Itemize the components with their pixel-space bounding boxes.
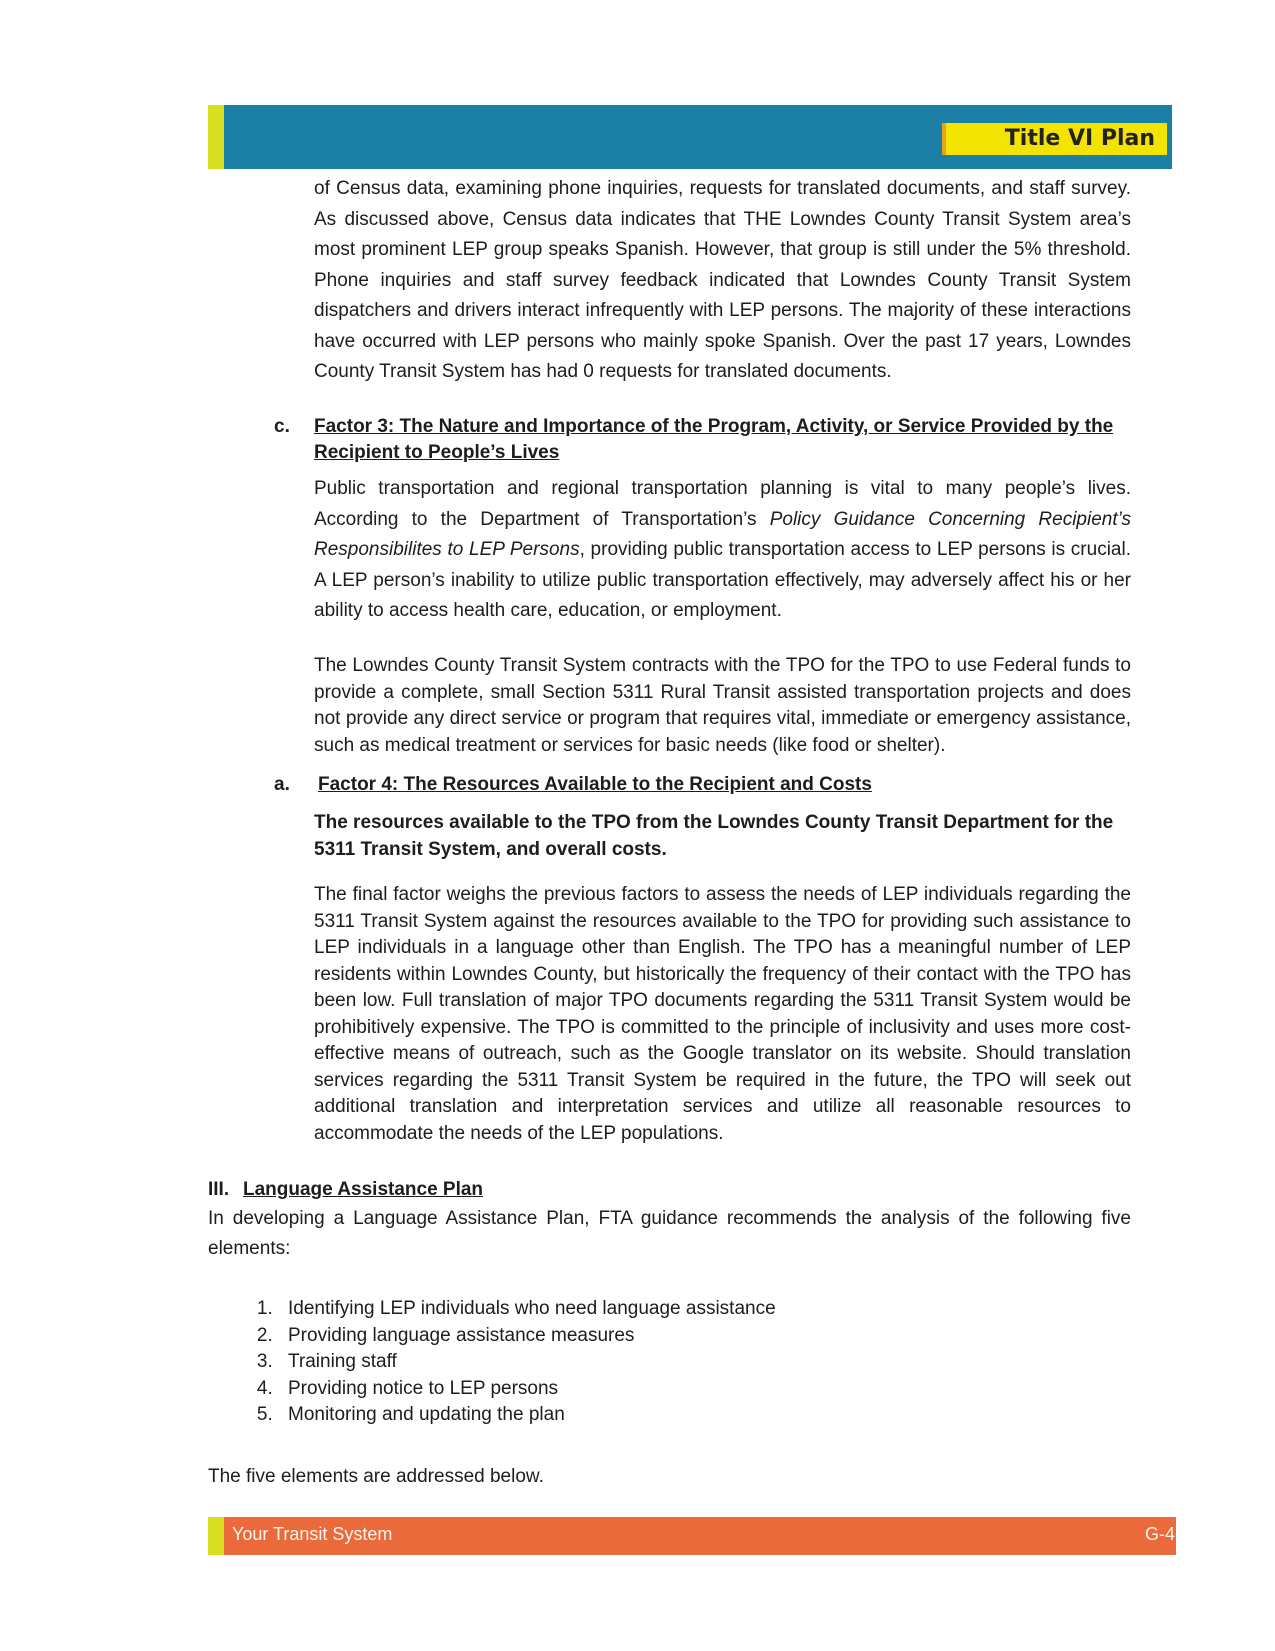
section3-marker: III. [208,1179,230,1200]
factor4-bold-statement: The resources available to the TPO from the Lowndes County Transit Department for the 5311 Transit System, and overall costs. [314,812,1114,860]
list-item: 4. Providing notice to LEP persons [278,1376,776,1403]
footer-organization: Your Transit System [232,1524,393,1544]
document-title: Title VI Plan [942,123,1167,155]
header-accent-stripe [208,105,224,169]
factor3-p1-part2: , providing public transportation access to LEP persons is crucial. A LEP person’s inability to utilize public transportation effectively, may adversely affect his or her ability to access health care, education, or employment. [314,539,1131,621]
section3-closing: The five elements are addressed below. [208,1466,544,1487]
footer-page-number: G-4 [1144,1524,1175,1544]
factor4-heading: Factor 4: The Resources Available to the Recipient and Costs [318,774,872,795]
list-item: 3. Training staff [278,1349,776,1376]
factor3-paragraph-2: The Lowndes County Transit System contracts with the TPO for the TPO to use Federal funds to provide a complete, small Section 5311 Rural Transit assisted transportation projects and does not provide any direct service or program that requires vital, immediate or emergency assistance, such as medical treatment or services for basic needs (like food or shelter). [314,655,1131,756]
factor3-p1-italic: Policy Guidance Concerning Recipient’s Responsibilites to LEP Persons [314,508,1131,560]
factor3-p1-part1: Public transportation and regional transportation planning is vital to many people’s lives. According to the Department of Transportation’s [314,478,1131,530]
factor4-marker: a. [274,774,290,795]
factor4-paragraph: The final factor weighs the previous factors to assess the needs of LEP individuals regarding the 5311 Transit System against the resources available to the TPO for providing such assistance to LEP individuals in a language other than English. The TPO has a meaningful number of LEP residents within Lowndes County, but historically the frequency of their contact with the TPO has been low. Full translation of major TPO documents regarding the 5311 Transit System would be prohibitively expensive. The TPO is committed to the principle of inclusivity and uses more cost-effective means of outreach, such as the Google translator on its website. Should translation services regarding the 5311 Transit System be required in the future, the TPO will seek out additional translation and interpretation services and utilize all reasonable resources to accommodate the needs of the LEP populations. [314,884,1131,1144]
section3-intro: In developing a Language Assistance Plan, FTA guidance recommends the analysis of the following five elements: [208,1208,1131,1259]
factor3-paragraph-1 [314,474,1131,627]
list-item: 1. Identifying LEP individuals who need language assistance [278,1296,776,1323]
footer-accent-stripe [208,1517,224,1555]
section3-heading: Language Assistance Plan [243,1179,484,1200]
factor3-heading: Factor 3: The Nature and Importance of the Program, Activity, or Service Provided by the Recipient to People’s Lives [314,416,1114,463]
list-item: 2. Providing language assistance measures [278,1323,776,1350]
list-item: 5. Monitoring and updating the plan [278,1402,776,1429]
intro-paragraph: of Census data, examining phone inquiries, requests for translated documents, and staff survey. As discussed above, Census data indicates that THE Lowndes County Transit System area’s most prominent LEP group speaks Spanish. However, that group is still under the 5% threshold. Phone inquiries and staff survey feedback indicated that Lowndes County Transit System dispatchers and drivers interact infrequently with LEP persons. The majority of these interactions have occurred with LEP persons who mainly spoke Spanish. Over the past 17 years, Lowndes County Transit System has had 0 requests for translated documents. [314,178,1131,382]
five-elements-list [230,1296,776,1429]
factor3-marker: c. [274,416,290,437]
